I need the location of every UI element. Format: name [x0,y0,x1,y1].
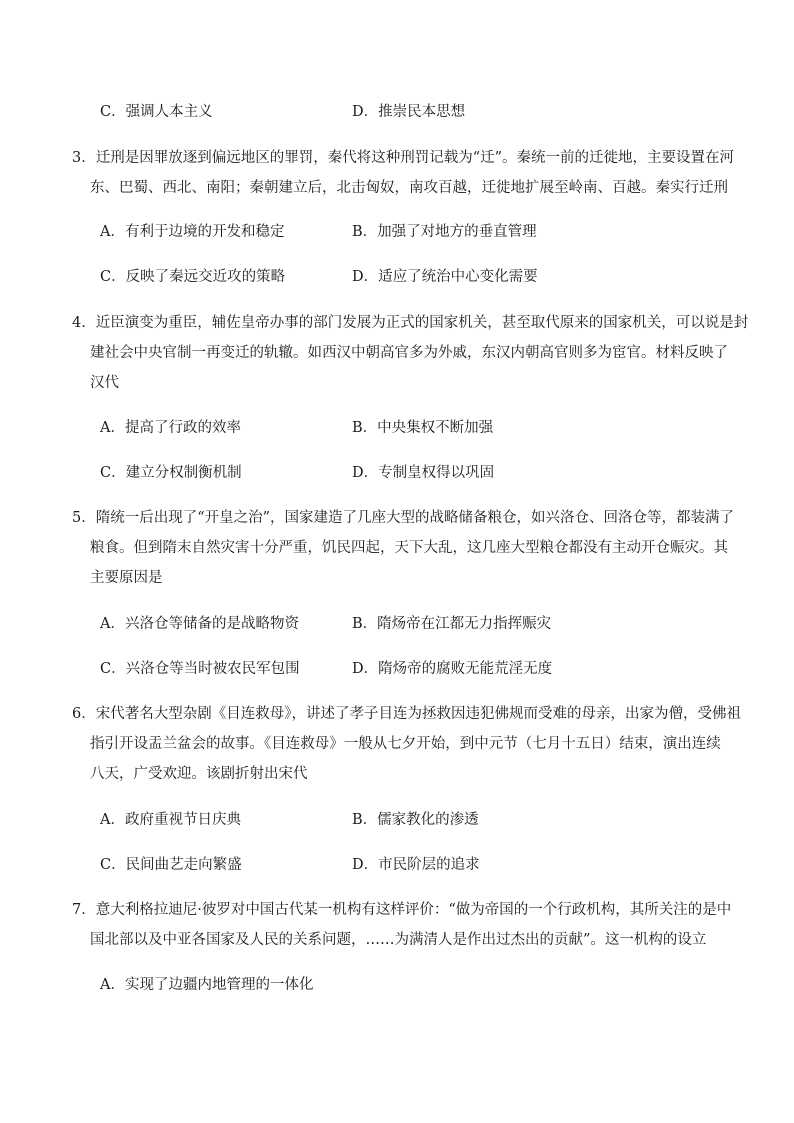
question-5-stem-line-1: 5．隋统一后出现了“开皇之治”，国家建造了几座大型的战略储备粮仓，如兴洛仓、回洛仓等，都装满了 [72,510,735,526]
question-4-stem-line-3: 汉代 [90,375,119,391]
option-d[interactable]: D．专制皇权得以巩固 [352,465,495,481]
option-b[interactable]: B．儒家教化的渗透 [352,812,479,828]
option-b[interactable]: B．中央集权不断加强 [352,420,494,436]
question-4-stem-line-1: 4．近臣演变为重臣，辅佐皇帝办事的部门发展为正式的国家机关，甚至取代原来的国家机关，可以说是封 [72,315,749,331]
question-6-stem-line-1: 6．宋代著名大型杂剧《目连救母》，讲述了孝子目连为拯救因违犯佛规而受难的母亲，出家为僧，受佛祖 [72,706,741,722]
option-d[interactable]: D．市民阶层的追求 [352,857,480,873]
option-d[interactable]: D．隋炀帝的腐败无能荒淫无度 [352,661,553,677]
question-4-stem-line-2: 建社会中央官制一再变迁的轨辙。如西汉中朝高官多为外戚，东汉内朝高官则多为宦官。材料反映了 [90,345,728,361]
option-a[interactable]: A．政府重视节日庆典 [100,812,241,828]
option-a[interactable]: A．有利于边境的开发和稳定 [100,224,285,240]
question-6-stem-line-2: 指引开设盂兰盆会的故事。《目连救母》一般从七夕开始，到中元节（七月十五日）结束，演出连续 [90,736,721,752]
option-d[interactable]: D．适应了统治中心变化需要 [352,269,538,285]
option-b[interactable]: B．隋炀帝在江都无力指挥赈灾 [352,616,552,632]
question-3-stem-line-2: 东、巴蜀、西北、南阳；秦朝建立后，北击匈奴，南攻百越，迁徙地扩展至岭南、百越。秦实行迁刑 [90,180,728,196]
option-c[interactable]: C．强调人本主义 [100,104,213,120]
question-5-stem-line-3: 主要原因是 [90,570,163,586]
option-c[interactable]: C．反映了秦远交近攻的策略 [100,269,286,285]
question-5-stem-line-2: 粮食。但到隋末自然灾害十分严重，饥民四起，天下大乱，这几座大型粮仓都没有主动开仓赈灾。其 [90,540,728,556]
option-a[interactable]: A．实现了边疆内地管理的一体化 [100,977,314,993]
option-c[interactable]: C．建立分权制衡机制 [100,465,242,481]
option-c[interactable]: C．兴洛仓等当时被农民军包围 [100,661,300,677]
option-d[interactable]: D．推崇民本思想 [352,104,466,120]
question-7-stem-line-1: 7．意大利格拉迪尼·彼罗对中国古代某一机构有这样评价：“做为帝国的一个行政机构，其所关注的是中 [72,902,732,918]
option-b[interactable]: B．加强了对地方的垂直管理 [352,224,537,240]
question-7-stem-line-2: 国北部以及中亚各国家及人民的关系问题，……为满清人是作出过杰出的贡献”。这一机构的设立 [90,932,707,948]
option-a[interactable]: A．提高了行政的效率 [100,420,241,436]
option-c[interactable]: C．民间曲艺走向繁盛 [100,857,242,873]
question-3-stem-line-1: 3．迁刑是因罪放逐到偏远地区的罪罚，秦代将这种刑罚记载为“迁”。秦统一前的迁徙地，主要设置在河 [72,150,735,166]
question-6-stem-line-3: 八天，广受欢迎。该剧折射出宋代 [90,766,308,782]
option-a[interactable]: A．兴洛仓等储备的是战略物资 [100,616,299,632]
